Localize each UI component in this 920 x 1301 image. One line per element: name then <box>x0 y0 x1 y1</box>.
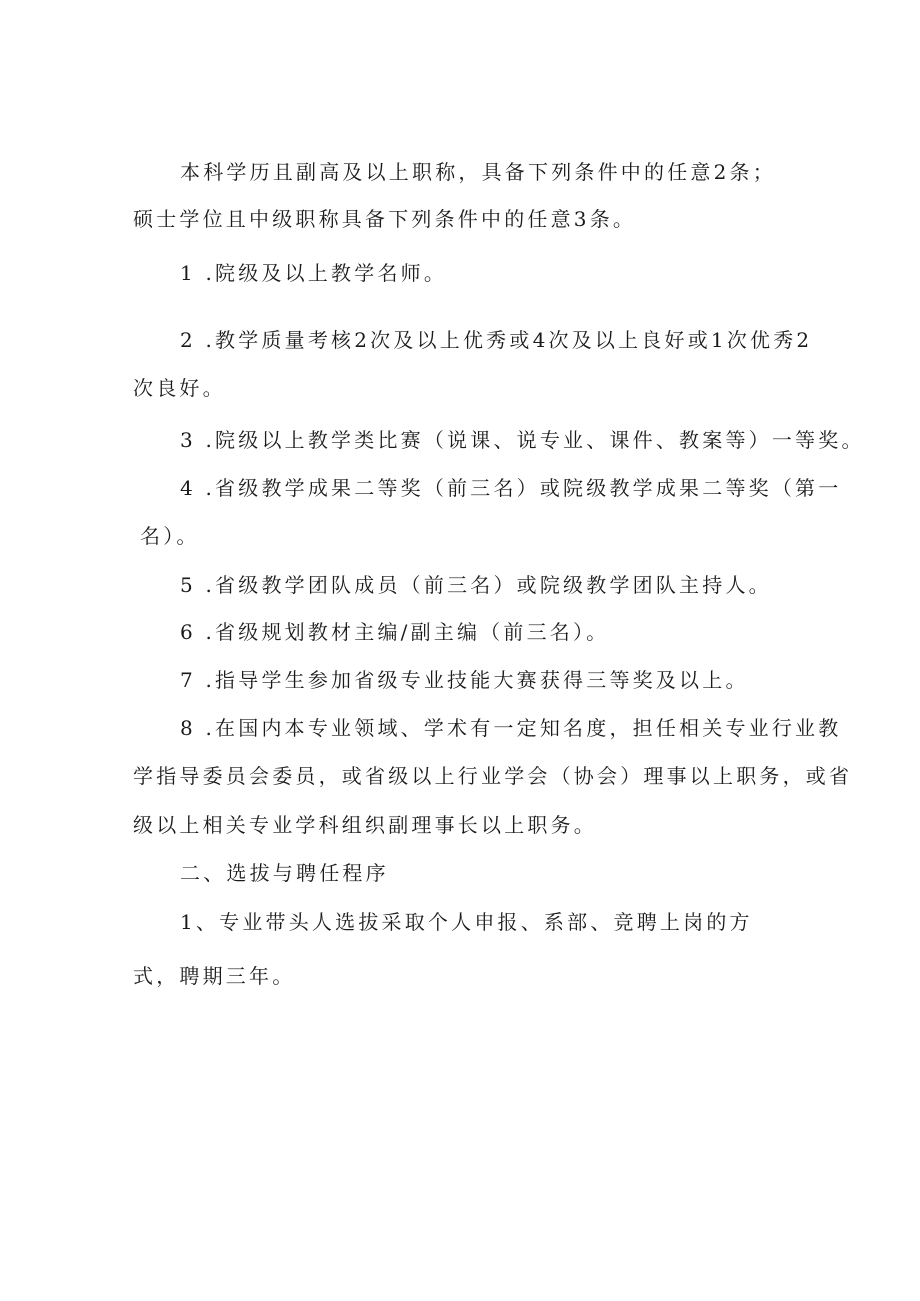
intro-line-2: 硕士学位且中级职称具备下列条件中的任意3条。 <box>133 207 637 231</box>
intro-line-1: 本科学历且副高及以上职称，具备下列条件中的任意2条； <box>180 160 776 184</box>
item-8-line-2: 学指导委员会委员，或省级以上行业学会（协会）理事以上职务，或省 <box>133 764 853 788</box>
item-7: 7 .指导学生参加省级专业技能大赛获得三等奖及以上。 <box>180 668 749 692</box>
item-6: 6 .省级规划教材主编/副主编（前三名）。 <box>180 620 610 644</box>
item-4-line-2: 名）。 <box>140 524 200 548</box>
item-1: 1 .院级及以上教学名师。 <box>180 261 448 285</box>
item-8-line-3: 级以上相关专业学科组织副理事长以上职务。 <box>133 813 597 837</box>
item-5: 5 .省级教学团队成员（前三名）或院级教学团队主持人。 <box>180 573 772 597</box>
item-3: 3 .院级以上教学类比赛（说课、说专业、课件、教案等）一等奖。 <box>180 428 865 452</box>
procedure-line-1: 1、专业带头人选拔采取个人申报、系部、竞聘上岗的方 <box>180 910 753 934</box>
item-8-line-1: 8 .在国内本专业领域、学术有一定知名度，担任相关专业行业教 <box>180 716 842 740</box>
section-heading: 二、选拔与聘任程序 <box>180 861 389 885</box>
item-4-line-1: 4 .省级教学成果二等奖（前三名）或院级教学成果二等奖（第一 <box>180 476 842 500</box>
item-2-line-1: 2 .教学质量考核2次及以上优秀或4次及以上良好或1次优秀2 <box>180 328 813 352</box>
item-2-line-2: 次良好。 <box>133 376 226 400</box>
procedure-line-2: 式，聘期三年。 <box>133 964 296 988</box>
